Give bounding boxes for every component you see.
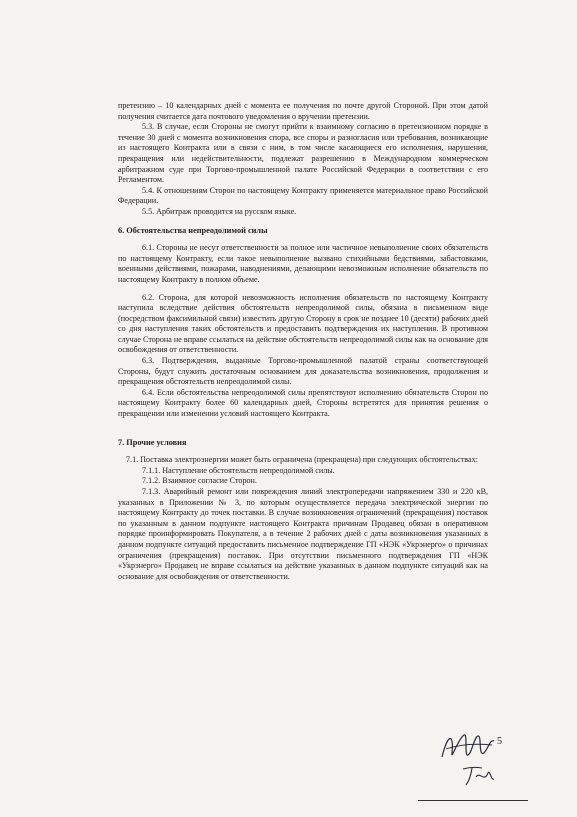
- paragraph-6-3: 6.3. Подтверждения, выданные Торгово-промышленной палатой страны соответствующей Стороны, будут служить достаточным основанием для доказательства возникновения, продолжения и прекращения обстоятельств непреодолимой силы.: [118, 356, 488, 387]
- document-body: [118, 101, 488, 582]
- section-7-heading: 7. Прочие условия: [118, 437, 187, 447]
- initials-scribble: [460, 763, 496, 794]
- section-6-heading: 6. Обстоятельства непреодолимой силы: [118, 225, 268, 235]
- spacer: [118, 286, 488, 293]
- paragraph-5-4: 5.4. К отношениям Сторон по настоящему Контракту применяется материальное право Российской Федерации.: [118, 185, 488, 206]
- paragraph-6-1: 6.1. Стороны не несут ответственности за полное или частичное невыполнение своих обязательств по настоящему Контракту, если такое невыполнение вызвано стихийными бедствиями, забастовками, военными действиями, пожарами, наводнениями, делающими невозможным исполнение обязательств по настоящему Контракту в полном объеме.: [118, 243, 488, 284]
- paragraph-7-1-1: 7.1.1. Наступление обстоятельств непреодолимой силы.: [142, 465, 335, 475]
- paragraph-7-1-2: 7.1.2. Взаимное согласие Сторон.: [142, 476, 257, 486]
- paragraph-5-2-continuation: претензию – 10 календарных дней с момента ее получения по почте другой Стороной. При этом датой получения считается дата почтового уведомления о вручении претензии.: [118, 101, 488, 121]
- paragraph-6-4: 6.4. Если обстоятельства непреодолимой силы препятствуют исполнению обязательств Сторон по настоящему Контракту более 60 календарных дней, Стороны встретятся для принятия решения о прекращении или изменении условий настоящего Контракта.: [118, 387, 488, 419]
- paragraph-6-2: 6.2. Сторона, для которой невозможность исполнения обязательств по настоящему Контракту наступила вследствие действия обстоятельств непреодолимой силы, обязана в письменном виде (посредством факсимильной связи) известить другую Сторону в срок не позднее 10 (десяти) рабочих дней со дня наступления таких обстоятельств и предоставить подтверждения их наступления. В противном случае Сторона не вправе ссылаться на действие обстоятельств непреодолимой силы как на основание для освобождения от ответственности.: [118, 292, 488, 355]
- signature-line: [418, 800, 528, 801]
- paragraph-5-5: 5.5. Арбитраж проводится на русском языке.: [142, 206, 297, 216]
- paragraph-7-1: 7.1. Поставка электроэнергии может быть ограничена (прекращена) при следующих обстоятельствах:: [126, 455, 478, 465]
- paragraph-5-3: 5.3. В случае, если Стороны не смогут прийти к взаимному согласию в претензионном порядке в течение 30 дней с момента возникновения спора, все споры и разногласия или требования, возникающие из настоящего Контракта или в связи с ним, в том числе касающиеся его исполнения, нарушения, прекращения или недействительности, подлежат разрешению в Международном коммерческом арбитражном суде при Торгово-промышленной палате Российской Федерации в соответствии с его Регламентом.: [118, 122, 488, 185]
- paragraph-7-1-3: 7.1.3. Аварийный ремонт или повреждения линий электропередачи напряжением 330 и 220 кВ, указанных в Приложении № 3, по которым осуществляется передача электрической энергии по настоящему Контракту до точек поставки. В случае возникновения ограничений (прекращения) поставок по указанным в данном подпункте настоящего Контракта причинам Продавец обязан в оперативном порядке проинформировать Покупателя, а в течение 2 рабочих дней с даты возникновения указанных в данном подпункте ситуаций предоставить письменное подтверждение ГП «НЭК «Укрэнерго» о причинах ограничения (прекращения) поставок. При отсутствии письменного подтверждения ГП «НЭК «Укрэнерго» Продавец не вправе ссылаться на действие указанных в данном подпункте ситуаций как на основание для освобождения от ответственности.: [118, 487, 488, 581]
- page-number: 5: [497, 736, 502, 747]
